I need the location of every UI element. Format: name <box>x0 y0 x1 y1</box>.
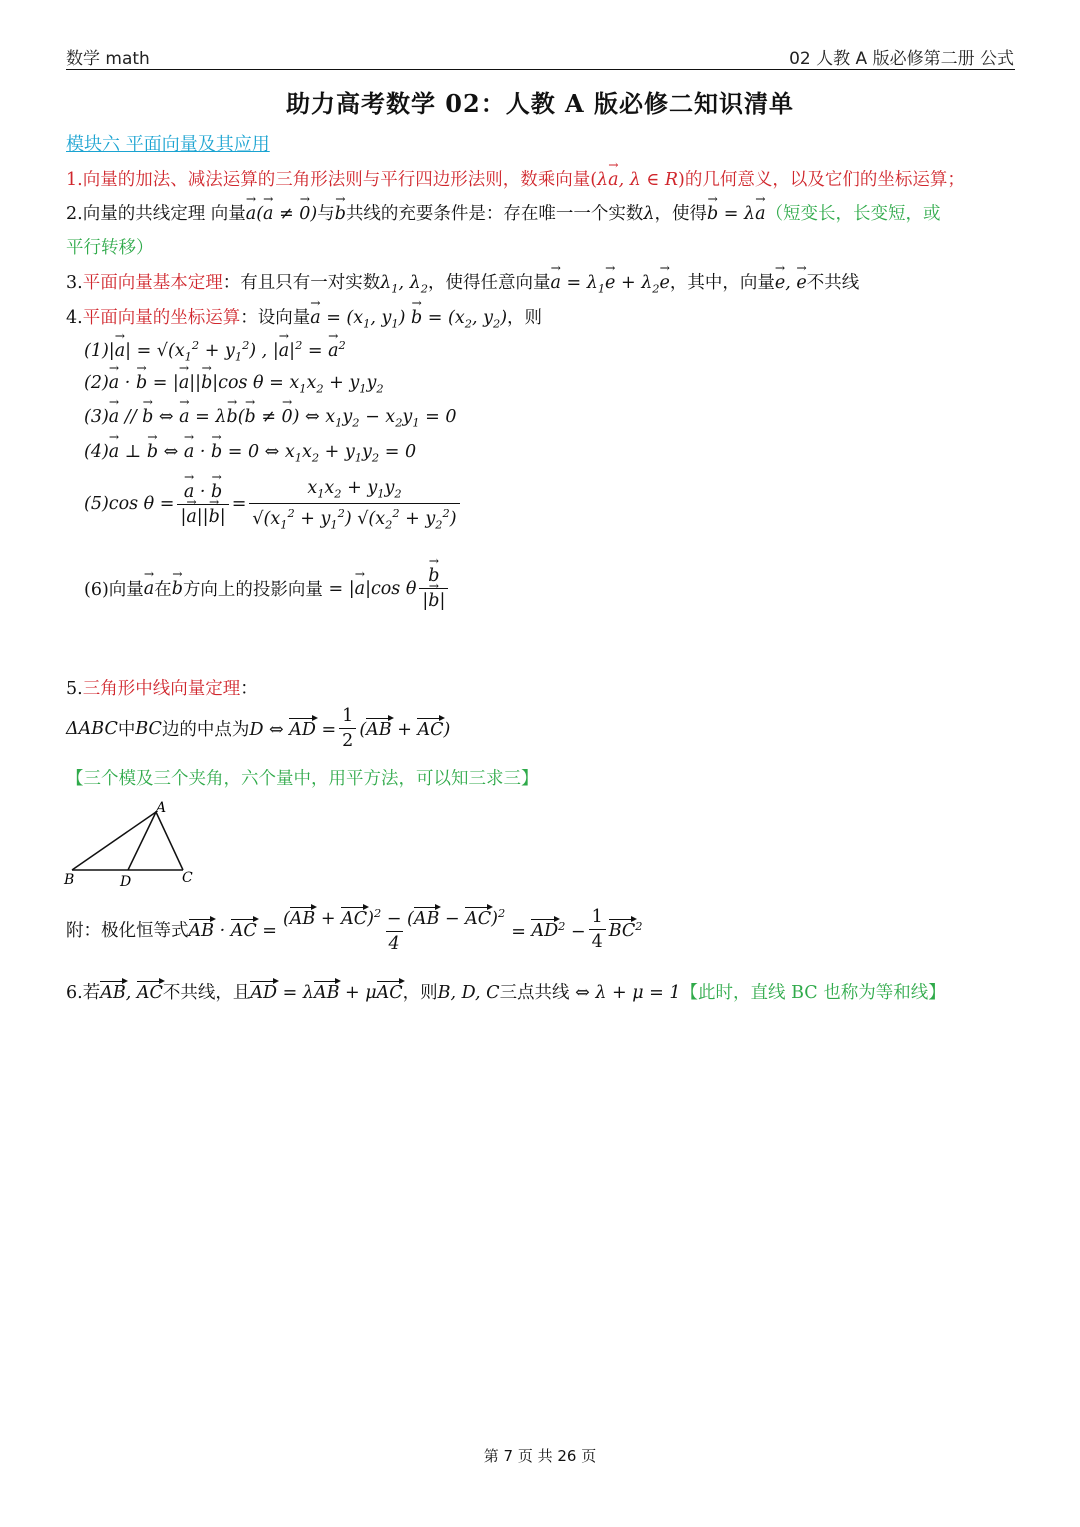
appendix-label: 附：极化恒等式 <box>66 921 189 942</box>
side-ac <box>156 812 183 870</box>
item-2-text-a: 2.向量的共线定理 向量 <box>66 204 246 224</box>
label-b: B <box>64 872 75 888</box>
item-5 <box>66 675 258 700</box>
item-6-note: 【此时，直线 BC 也称为等和线】 <box>680 983 946 1003</box>
header-right: 02 人教 A 版必修第二册 公式 <box>789 49 1014 69</box>
page-title: 助力高考数学 02：人教 A 版必修二知识清单 <box>285 89 795 118</box>
triangle-diagram <box>60 798 210 890</box>
formula-5: (5)cos θ = → $\frac{a \cdot \to b}{|\to a||\to b|}$ = $\frac{x_1x_2 + y_1y_2}{√(x_1^2 + y_1^2) √(x_2^2 + y_2^2)}$ <box>84 478 463 531</box>
item-4-title: 平面向量的坐标运算 <box>82 308 241 328</box>
item-3 <box>66 269 859 296</box>
item-2-math-a: → a(→ a ≠ → 0) <box>246 204 317 224</box>
formula-6-text-a: (6)向量 <box>84 580 144 600</box>
item-6: 6.若AB, AC不共线，且AD = λAB + μAC，则B, D, C三点共线 ⇔ λ + μ = 1【此时，直线 BC 也称为等和线】 <box>66 983 946 1003</box>
side-ab <box>72 812 156 870</box>
label-d: D <box>120 874 132 890</box>
item-3-math-b: → $a = \lambda_1\to e + \lambda_2\to e$ <box>550 273 669 293</box>
formula-6-text-b: 在 <box>154 580 172 600</box>
item-5-text-a: 中 <box>117 720 136 740</box>
formula-1: $(1)|\to a| = √(x_1^2 + y_1^2)$ , |→ $a|^2$ = → $a^2$ <box>84 338 346 363</box>
item-5-title: 三角形中线向量定理 <box>82 679 241 699</box>
item-4 <box>66 304 542 331</box>
item-2-text-d: ，使得 <box>654 204 708 224</box>
item-3-math-a: $\lambda_1$, $\lambda_2$ <box>380 273 428 296</box>
item-3-title: 平面向量基本定理 <box>82 273 223 293</box>
module-heading[interactable]: 模块六 平面向量及其应用 <box>66 134 270 155</box>
header-left: 数学 math <box>66 49 150 69</box>
item-6-text-b: 不共线，且 <box>162 983 251 1003</box>
item-3-math-c: → e, → e <box>775 273 807 293</box>
label-a: A <box>156 800 167 816</box>
item-1 <box>66 166 965 191</box>
item-2-note-cont: 平行转移） <box>66 238 154 258</box>
item-2-lambda: λ <box>643 204 655 224</box>
formula-6: (6)向量 → a 在 → b 方向上的投影向量 = |→ a|cos θ → $\frac{b}{|\to b|}$ <box>84 566 451 611</box>
item-4-math: → $a = (x_1$, $y_1) \to b = (x_2$, $y_2$) <box>310 308 507 328</box>
item-2-math-b: → b <box>335 204 346 224</box>
item-2-note: （短变长，长变短，或 <box>765 204 941 224</box>
page-footer: 第 7 页 共 26 页 <box>483 1447 597 1465</box>
item-6-text-c: ，则 <box>402 983 438 1003</box>
item-4-text-a: ：设向量 <box>240 308 311 328</box>
item-3-text-a: ：有且只有一对实数 <box>222 273 381 293</box>
item-6-text-d: 三点共线 <box>499 983 570 1003</box>
item-6-text-a: 6.若 <box>66 983 101 1003</box>
item-5-colon: ： <box>240 679 258 699</box>
item-1-math: λ→ a, λ ∈ R <box>597 170 678 190</box>
median-ad <box>128 812 156 870</box>
item-5-text-b: 边的中点为 <box>161 720 250 740</box>
item-3-num: 3. <box>66 273 83 293</box>
item-2-text-b: 与 <box>317 204 335 224</box>
header-rule <box>66 69 1015 70</box>
item-4-text-b: ，则 <box>507 308 543 328</box>
appendix-line: 附：极化恒等式 AB · AC = $\frac{(AB + AC)^2 - (AB - AC)^2}{4}$ = $AD^2$ − $\frac{1}{4}$ $BC^2$ <box>66 906 643 954</box>
item-2-math-c: → b = λ→ a <box>707 204 766 224</box>
item-5-formula: ΔABC 中 BC 边的中点为 D ⇔ AD = $\frac{1}{2}$ (AB + AC) <box>66 706 451 751</box>
item-1-tail: )的几何意义，以及它们的坐标运算； <box>678 170 965 190</box>
item-2-text-c: 共线的充要条件是：存在唯一一个实数 <box>345 204 644 224</box>
formula-2: (2)→ a · → b = |→ a||→ b|cos $\theta = x_1x_2 + y_1y_2$ <box>84 373 384 396</box>
item-4-num: 4. <box>66 308 83 328</box>
item-3-text-c: ，其中，向量 <box>669 273 775 293</box>
item-3-text-b: ，使得任意向量 <box>427 273 551 293</box>
label-c: C <box>182 870 193 886</box>
item-3-text-d: 不共线 <box>806 273 860 293</box>
hint-bracket: 【三个模及三个夹角，六个量中，用平方法，可以知三求三】 <box>66 769 539 789</box>
item-2 <box>66 200 941 225</box>
formula-3: (3)→ a // → b ⇔ → a = λ→ b(→ b ≠ → 0) ⇔ $x_1y_2 - x_2y_1 = 0$ <box>84 407 456 430</box>
item-5-num: 5. <box>66 679 83 699</box>
formula-6-text-c: 方向上的投影向量 <box>182 580 323 600</box>
formula-4: (4)→ a ⊥ → b ⇔ → a · → b = 0 ⇔ $x_1x_2 + y_1y_2 = 0$ <box>84 442 416 465</box>
item-1-text: 1.向量的加法、减法运算的三角形法则与平行四边形法则，数乘向量( <box>66 170 598 190</box>
